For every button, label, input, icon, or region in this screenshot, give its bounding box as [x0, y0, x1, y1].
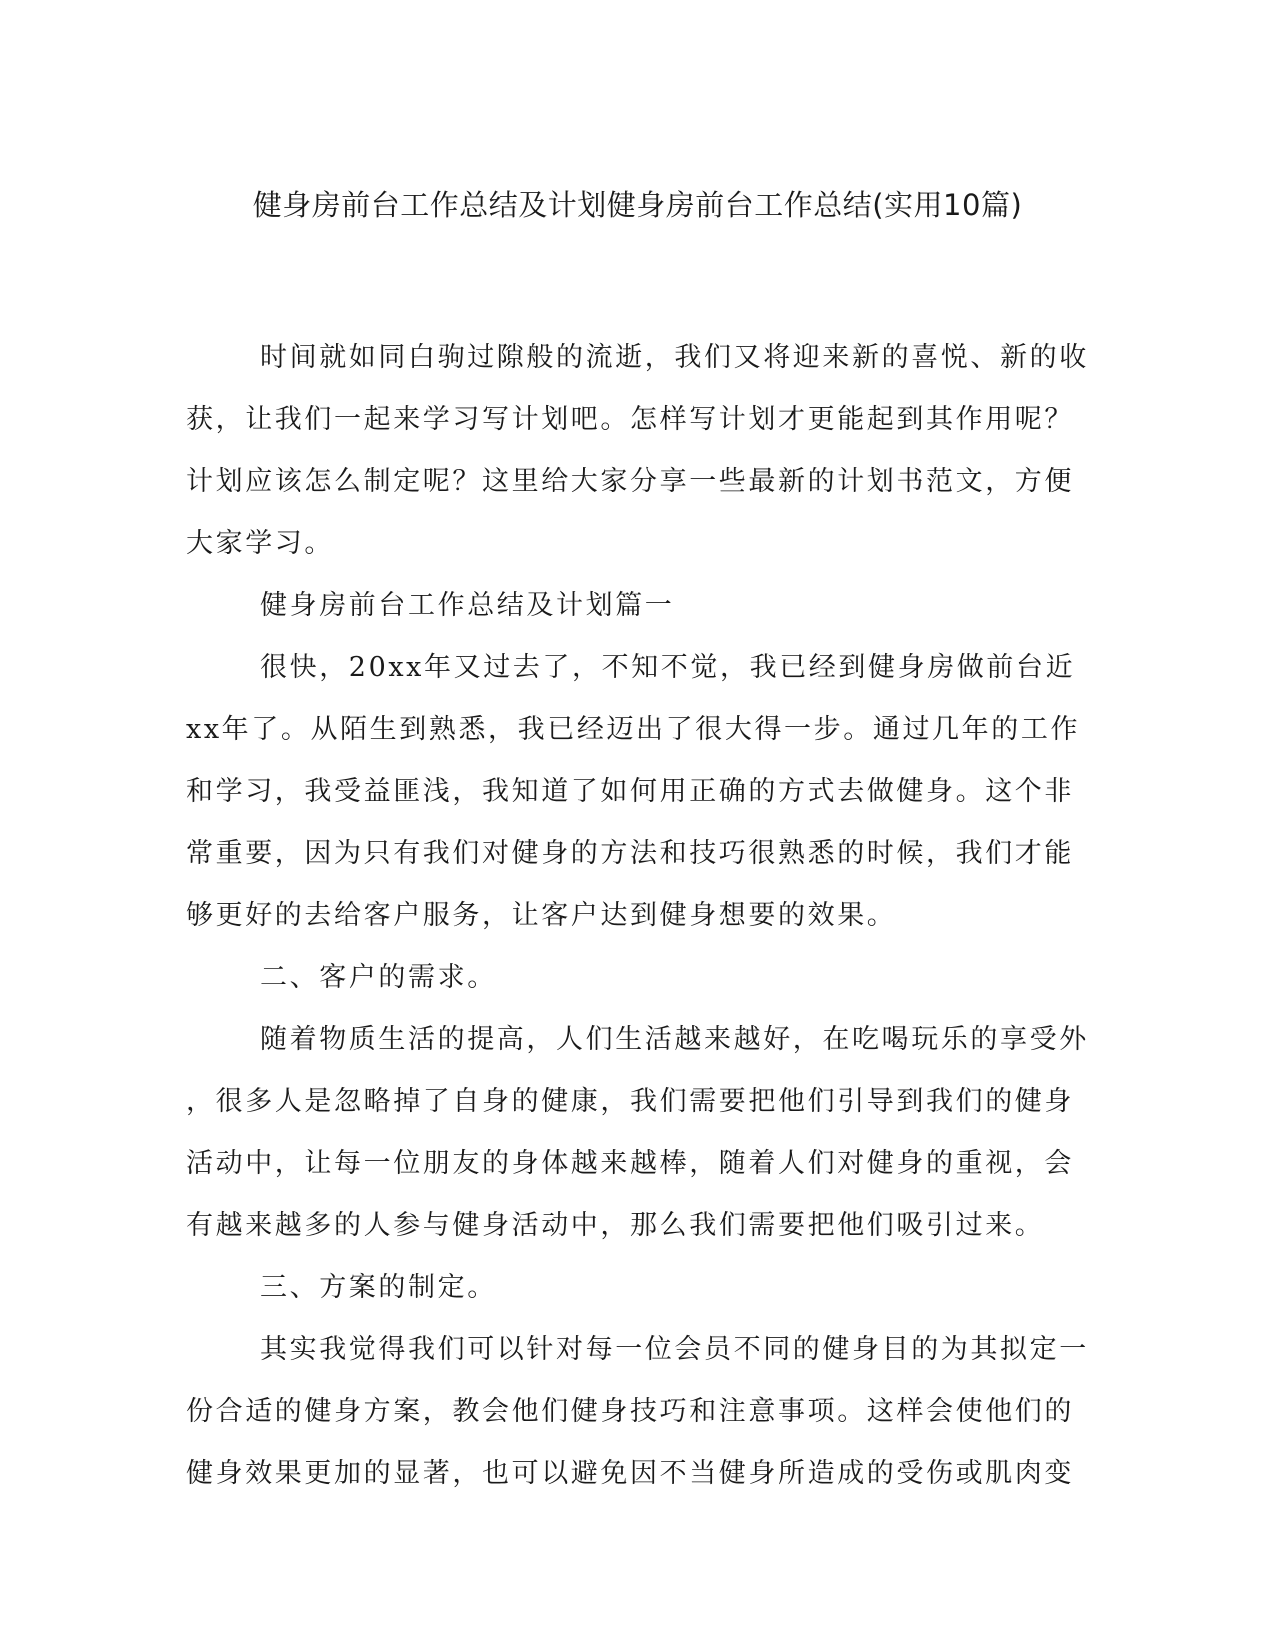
- paragraph-intro: [186, 327, 1089, 575]
- text-line: 大家学习。: [186, 528, 334, 559]
- text-line: 二、客户的需求。: [260, 962, 497, 993]
- text-line: 健身房前台工作总结及计划篇一: [260, 590, 675, 621]
- text-line: 够更好的去给客户服务，让客户达到健身想要的效果。: [186, 900, 897, 931]
- text-line: 份合适的健身方案，教会他们健身技巧和注意事项。这样会使他们的: [186, 1396, 1074, 1427]
- text-line: 其实我觉得我们可以针对每一位会员不同的健身目的为其拟定一: [260, 1334, 1089, 1365]
- section-heading-part-one: [186, 575, 1071, 637]
- text-line: ，很多人是忽略掉了自身的健康，我们需要把他们引导到我们的健身: [186, 1086, 1074, 1117]
- text-line: 很快，20xx年又过去了，不知不觉，我已经到健身房做前台近: [260, 652, 1076, 683]
- text-line: 计划应该怎么制定呢？这里给大家分享一些最新的计划书范文，方便: [186, 466, 1074, 497]
- text-line: 有越来越多的人参与健身活动中，那么我们需要把他们吸引过来。: [186, 1210, 1045, 1241]
- document-body: [186, 327, 1089, 1505]
- text-line: 获，让我们一起来学习写计划吧。怎样写计划才更能起到其作用呢？: [186, 404, 1074, 435]
- text-line: 时间就如同白驹过隙般的流逝，我们又将迎来新的喜悦、新的收: [260, 342, 1089, 373]
- text-line: 常重要，因为只有我们对健身的方法和技巧很熟悉的时候，我们才能: [186, 838, 1074, 869]
- section-heading-plan-formulation: [186, 1257, 1071, 1319]
- text-line: 健身效果更加的显著，也可以避免因不当健身所造成的受伤或肌肉变: [186, 1458, 1074, 1489]
- paragraph-customer-needs: [186, 1009, 1089, 1257]
- text-line: xx年了。从陌生到熟悉，我已经迈出了很大得一步。通过几年的工作: [186, 714, 1081, 745]
- paragraph-plan-formulation: [186, 1319, 1089, 1505]
- section-heading-customer-needs: [186, 947, 1071, 1009]
- text-line: 和学习，我受益匪浅，我知道了如何用正确的方式去做健身。这个非: [186, 776, 1074, 807]
- document-title: 健身房前台工作总结及计划健身房前台工作总结(实用10篇): [252, 188, 1023, 222]
- text-line: 三、方案的制定。: [260, 1272, 497, 1303]
- paragraph-review: [186, 637, 1081, 947]
- text-line: 活动中，让每一位朋友的身体越来越棒，随着人们对健身的重视，会: [186, 1148, 1074, 1179]
- text-line: 随着物质生活的提高，人们生活越来越好，在吃喝玩乐的享受外: [260, 1024, 1089, 1055]
